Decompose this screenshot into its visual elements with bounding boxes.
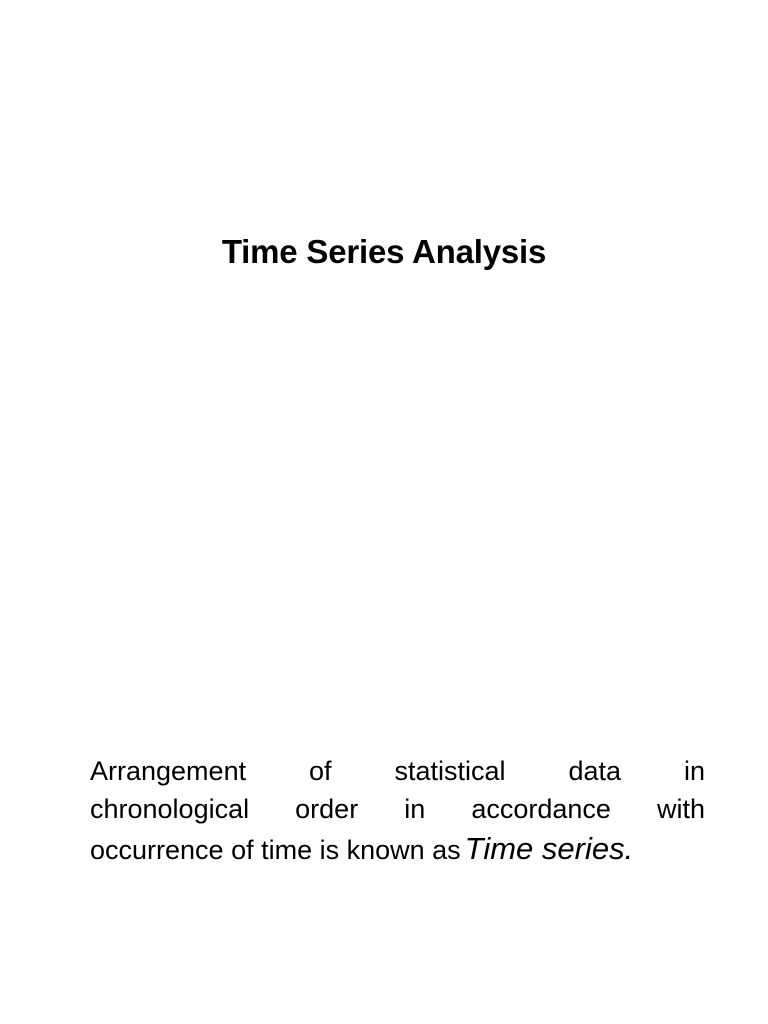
definition-line-1: Arrangement of statistical data in: [90, 756, 705, 786]
definition-paragraph: [90, 752, 705, 869]
definition-line-2: chronological order in accordance with: [90, 794, 705, 824]
definition-line-3-text: occurrence of time is known as: [90, 835, 461, 865]
slide-title: Time Series Analysis: [221, 233, 547, 270]
definition-emphasis: Time series.: [464, 831, 634, 866]
definition-line-3: [90, 830, 705, 869]
